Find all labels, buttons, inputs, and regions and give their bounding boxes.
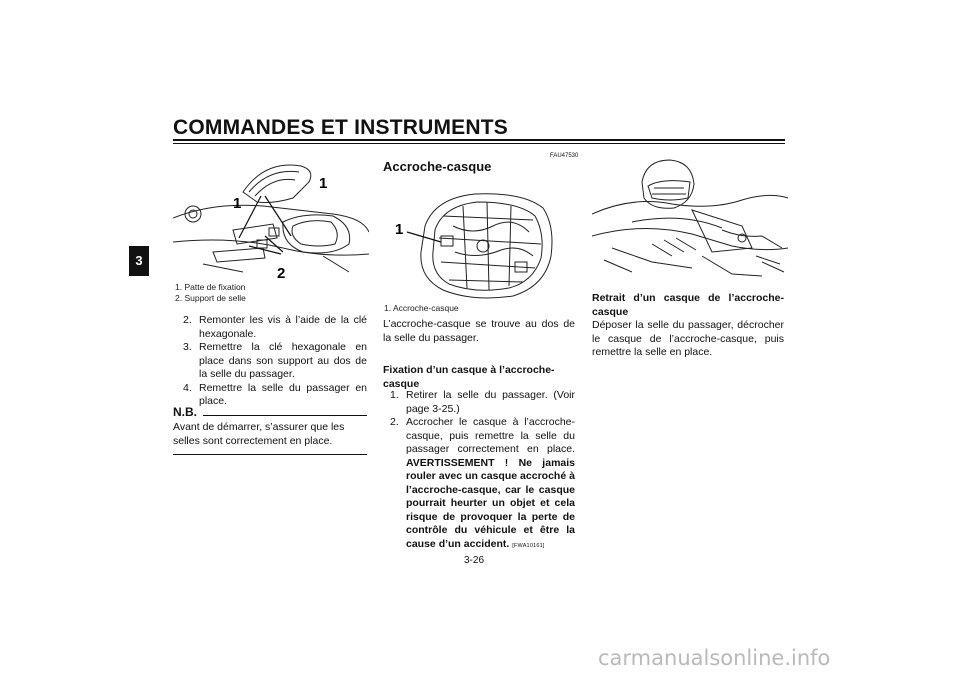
callout-2: 2 (277, 265, 286, 282)
figure-captions-left (175, 282, 365, 304)
step-number: 3. (183, 341, 192, 353)
step-number: 4. (183, 381, 192, 394)
callout-1-right: 1 (319, 175, 328, 192)
callout-1-left: 1 (233, 195, 242, 212)
header-rule (173, 139, 785, 141)
step-text: Remonter les vis à l’aide de la clé hexagonale. (199, 314, 367, 340)
retrait-text: Déposer la selle du passager, décrocher le casque de l’accroche-casque, puis remettre la selle en place. (592, 319, 784, 358)
step-item (390, 416, 575, 553)
section-heading: Accroche-casque (383, 159, 492, 174)
subheading-retrait: Retrait d’un casque de l’accroche-casque (592, 292, 784, 318)
step-text: Remettre la selle du passager en place. (199, 381, 367, 407)
nb-header (173, 405, 367, 419)
chapter-tab: 3 (129, 246, 149, 276)
nb-rule (203, 415, 367, 416)
step-text: Accrocher le casque à l’accroche-casque, puis remettre la selle du passager correctement en place. (406, 416, 575, 455)
helmet-holder-illustration (383, 186, 579, 304)
nb-label: N.B. (173, 405, 197, 419)
watermark: carmanualsonline.info (598, 646, 831, 670)
nb-text: Avant de démarrer, s’assurer que les selles sont correctement en place. (173, 421, 345, 447)
helmet-on-bike-illustration (592, 152, 788, 280)
nb-bottom-rule (173, 454, 367, 455)
step-text: Retirer la selle du passager. (Voir page 3-25.) (406, 389, 575, 415)
callout-1-helmet-holder: 1 (395, 221, 404, 238)
step-number: 2. (183, 314, 192, 326)
step-item (183, 341, 367, 382)
figure-caption-middle: 1. Accroche-casque (384, 303, 459, 313)
section-code: FAU47530 (550, 153, 579, 159)
step-number: 1. (390, 389, 399, 401)
steps-list-left (183, 314, 367, 409)
subheading-fixation: Fixation d’un casque à l’accroche-casque (383, 364, 555, 390)
page-title: COMMANDES ET INSTRUMENTS (173, 116, 508, 139)
warning-code: [FWA10161] (512, 542, 545, 549)
step-item (183, 314, 367, 341)
caption-item: 1. Patte de fixation (175, 282, 246, 292)
step-text: Remettre la clé hexagonale en place dans son support au dos de la selle du passager. (199, 341, 367, 380)
caption-item: 2. Support de selle (175, 293, 246, 303)
header-rule-thin (173, 143, 785, 144)
page-number: 3-26 (464, 555, 485, 566)
seat-bracket-illustration (173, 152, 369, 282)
step-number: 2. (390, 416, 399, 428)
steps-list-middle (390, 389, 575, 553)
warning-text: AVERTISSEMENT ! Ne jamais rouler avec un casque accroché à l’accroche-casque, car le casque pourrait heurter un objet et cela risque de provoquer la perte de contrôle du véhicule et être la cause d’un accident. (406, 456, 575, 550)
intro-text: L’accroche-casque se trouve au dos de la selle du passager. (383, 318, 575, 344)
step-item (390, 389, 575, 416)
